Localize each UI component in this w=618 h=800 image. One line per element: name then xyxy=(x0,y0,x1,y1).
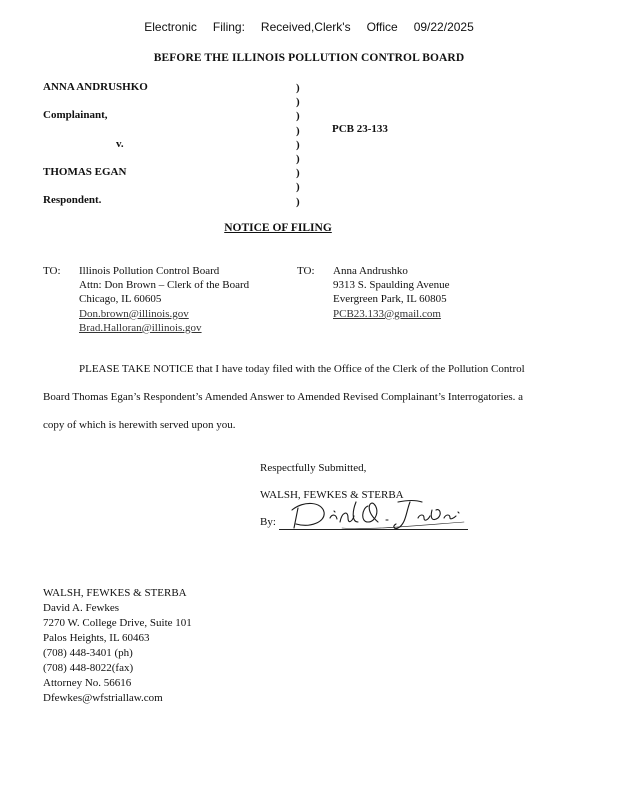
email-link[interactable]: Brad.Halloran@illinois.gov xyxy=(79,321,202,334)
email-link[interactable]: PCB23.133@gmail.com xyxy=(333,307,441,320)
paren: ) xyxy=(296,181,300,194)
caption-parens xyxy=(296,81,300,209)
handwritten-signature xyxy=(282,488,472,536)
complainant-name: ANNA ANDRUSHKO xyxy=(43,81,148,93)
footer-line: Attorney No. 56616 xyxy=(43,677,132,689)
paren: ) xyxy=(296,96,300,109)
firm-name: WALSH, FEWKES & STERBA xyxy=(260,489,404,501)
paren: ) xyxy=(296,167,300,180)
stamp-electronic: Electronic xyxy=(144,20,197,34)
address-line: Illinois Pollution Control Board xyxy=(79,265,220,277)
stamp-office: Office xyxy=(366,20,398,34)
footer-line: (708) 448-8022(fax) xyxy=(43,662,134,674)
paren: ) xyxy=(296,82,300,94)
body-line-1: PLEASE TAKE NOTICE that I have today filed with the Office of the Clerk of the Pollution Control xyxy=(79,363,525,375)
address-line: 9313 S. Spaulding Avenue xyxy=(333,279,450,292)
body-line-2: Board Thomas Egan’s Respondent’s Amended Answer to Amended Revised Complainant’s Interrogatories. a xyxy=(43,391,524,403)
board-title: BEFORE THE ILLINOIS POLLUTION CONTROL BOARD xyxy=(153,52,465,64)
footer-contact xyxy=(43,586,192,706)
footer-line: (708) 448-3401 (ph) xyxy=(43,647,133,659)
footer-line: Palos Heights, IL 60463 xyxy=(43,632,150,644)
respondent-name: THOMAS EGAN xyxy=(43,166,127,178)
case-number: PCB 23-133 xyxy=(332,123,388,135)
body-line-3: copy of which is herewith served upon you. xyxy=(43,419,236,431)
paren: ) xyxy=(296,110,300,123)
filing-stamp xyxy=(0,20,618,34)
closing: Respectfully Submitted, xyxy=(260,462,367,474)
to-right-address xyxy=(333,264,450,321)
address-line: Chicago, IL 60605 xyxy=(79,293,162,306)
address-line: Anna Andrushko xyxy=(333,265,408,277)
stamp-filing: Filing: xyxy=(212,20,245,34)
stamp-date: 09/22/2025 xyxy=(413,20,474,34)
notice-title: NOTICE OF FILING xyxy=(224,222,332,234)
paren: ) xyxy=(296,124,300,137)
footer-line: WALSH, FEWKES & STERBA xyxy=(43,587,187,599)
complainant-label: Complainant, xyxy=(43,109,108,121)
footer-email[interactable]: Dfewkes@wfstriallaw.com xyxy=(43,692,163,704)
to-left-label: TO: xyxy=(43,265,61,277)
address-line: Attn: Don Brown – Clerk of the Board xyxy=(79,279,250,292)
respondent-label: Respondent. xyxy=(43,194,102,206)
paren: ) xyxy=(296,152,300,165)
address-line: Evergreen Park, IL 60805 xyxy=(333,293,447,306)
versus: v. xyxy=(116,138,124,150)
to-left-address xyxy=(79,264,249,335)
footer-line: 7270 W. College Drive, Suite 101 xyxy=(43,617,192,629)
paren: ) xyxy=(296,195,300,208)
paren: ) xyxy=(296,138,300,151)
by-label: By: xyxy=(260,516,276,528)
email-link[interactable]: Don.brown@illinois.gov xyxy=(79,307,189,320)
to-right-label: TO: xyxy=(297,265,315,277)
footer-line: David A. Fewkes xyxy=(43,602,120,614)
stamp-received: Received,Clerk's xyxy=(260,20,351,34)
